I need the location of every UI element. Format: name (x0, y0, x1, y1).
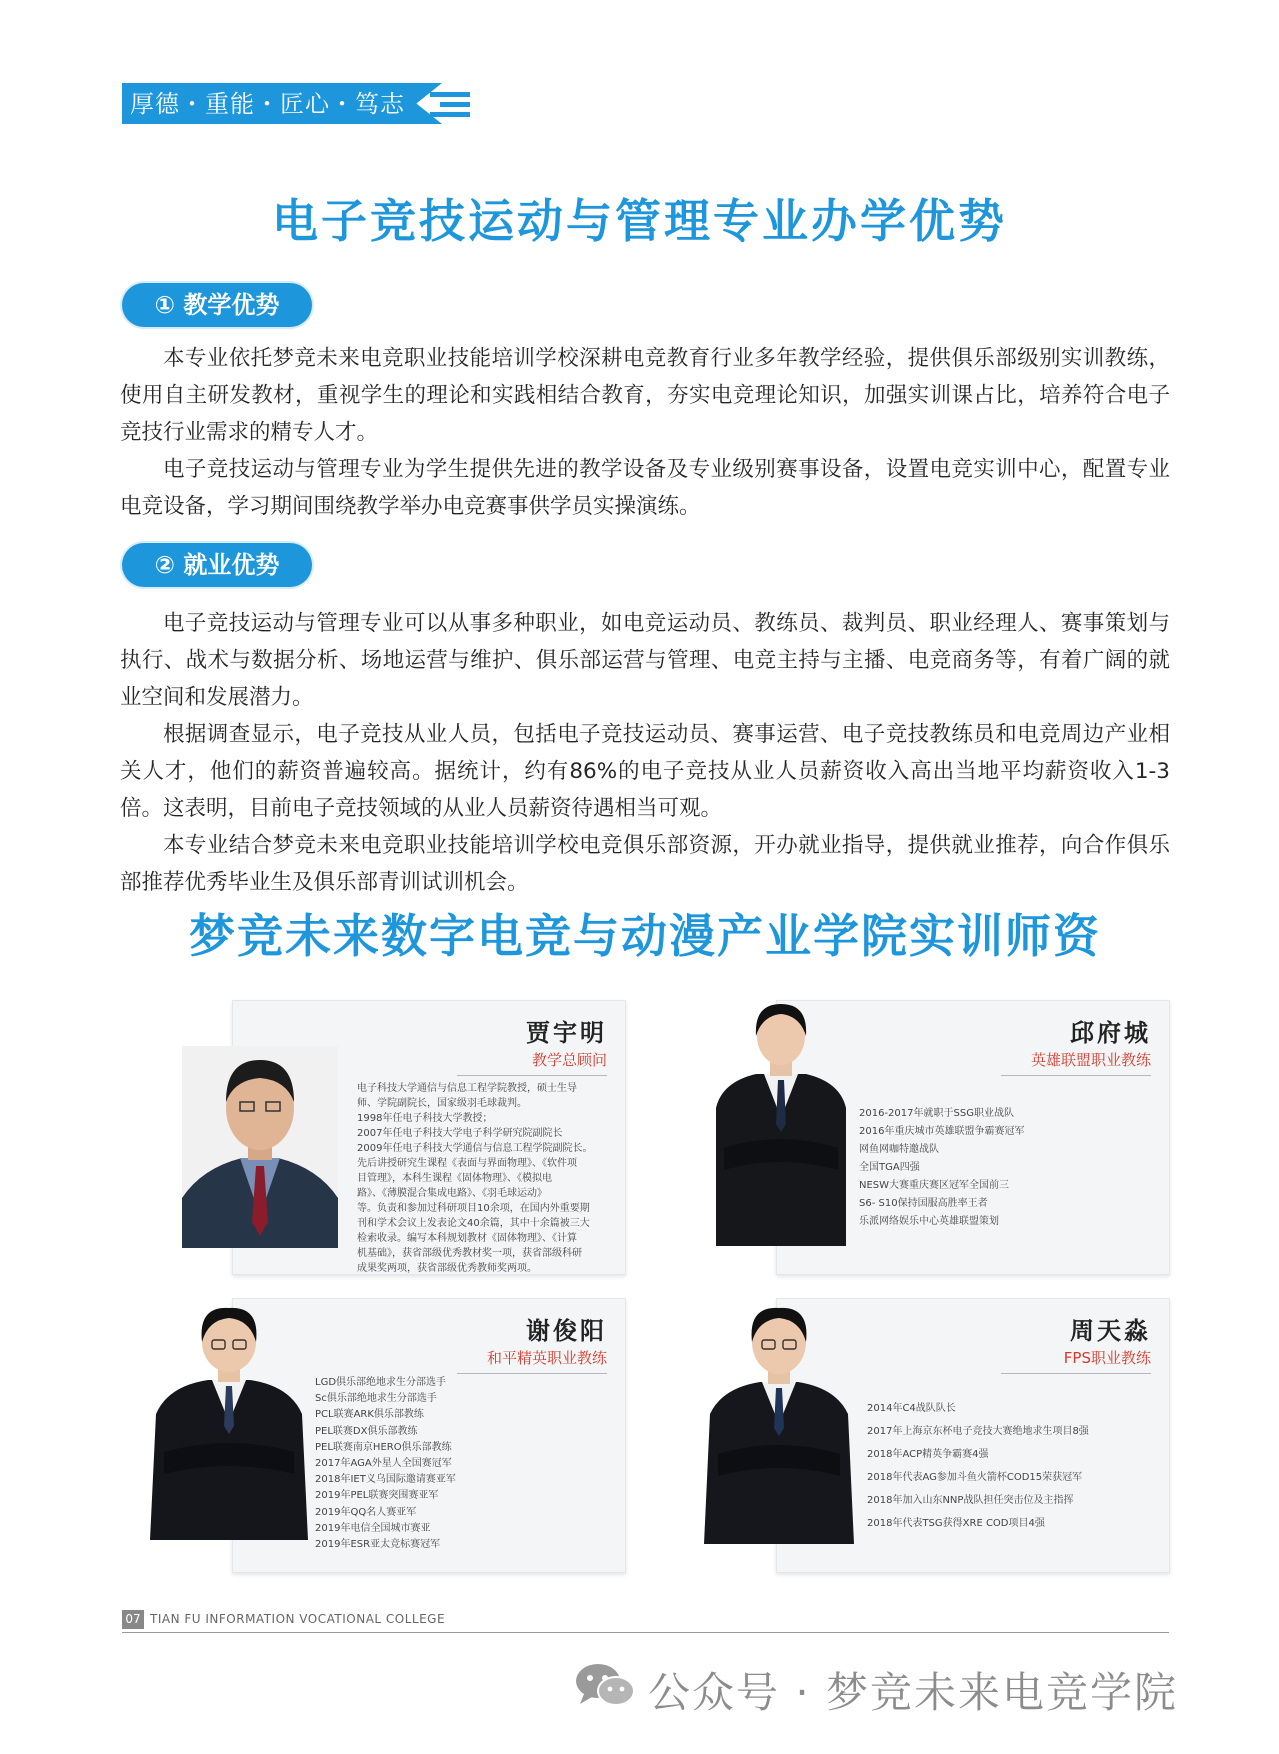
faculty-bio: 2014年C4战队队长 2017年上海京东杯电子竞技大赛绝地求生项目8强 2018年ACP精英争霸赛4强 2018年代表AG参加斗鱼火箭杯COD15荣获冠军 2018年加入山东NNP战队担任突击位及主指挥 2018年代表TSG获得XRE COD项目4强 (867, 1403, 1089, 1529)
faculty-bio: 电子科技大学通信与信息工程学院教授，硕士生导 师、学院副院长，国家级羽毛球裁判。 1998年任电子科技大学教授； 2007年任电子科技大学电子科学研究院副院长 2009年任电子科技大学通信与信息工程学院副院长。 先后讲授研究生课程《表面与界面物理》、《软件项 目管理》，本科生课程《固体物理》、《模拟电 路》、《薄膜混合集成电路》、《羽毛球运动》 等。负责和参加过科研项目10余项，在国内外重要期 刊和学术会议上发表论文40余篇，其中十余篇被三大 检索收录。编写本科规划教材《固体物理》、《计算 机基础》，获省部级优秀教材奖一项，获省部级科研 成果奖两项，获省部级优秀教师奖两项。 (357, 1083, 593, 1274)
paragraph: 本专业结合梦竞未来电竞职业技能培训学校电竞俱乐部资源，开办就业指导，提供就业推荐，向合作俱乐部推荐优秀毕业生及俱乐部青训试训机会。 (120, 833, 1170, 895)
faculty-photo (716, 998, 846, 1246)
page-title: 电子竞技运动与管理专业办学优势 (272, 194, 1007, 248)
faculty-name: 谢俊阳 (526, 1317, 607, 1345)
motto-stripes-decoration (430, 86, 470, 122)
divider (1001, 1373, 1151, 1374)
page-number: 07 (122, 1610, 144, 1629)
section-badge-employment: ② 就业优势 (122, 543, 312, 587)
faculty-bio: 2016-2017年就职于SSG职业战队 2016年重庆城市英雄联盟争霸赛冠军 网鱼网咖特邀战队 全国TGA四强 NESW大赛重庆赛区冠军全国前三 S6- S10保持国服高胜率王者 乐派网络娱乐中心英雄联盟策划 (859, 1108, 1025, 1227)
divider (457, 1075, 607, 1076)
footer-divider (122, 1632, 1169, 1633)
faculty-name: 周天淼 (1070, 1317, 1151, 1345)
faculty-name: 邱府城 (1070, 1019, 1151, 1047)
employment-advantage-text (120, 605, 1170, 901)
watermark-text: 公众号 · 梦竞未来电竞学院 (648, 1668, 1179, 1717)
paragraph: 电子竞技运动与管理专业可以从事多种职业，如电竞运动员、教练员、裁判员、职业经理人、赛事策划与执行、战术与数据分析、场地运营与维护、俱乐部运营与管理、电竞主持与主播、电竞商务等，有着广阔的就业空间和发展潜力。 (120, 611, 1170, 710)
wechat-icon (574, 1662, 636, 1708)
faculty-photo (182, 1046, 338, 1248)
motto-text: 厚德・重能・匠心・笃志 (130, 90, 405, 118)
faculty-role: 教学总顾问 (531, 1051, 607, 1069)
college-name: TIAN FU INFORMATION VOCATIONAL COLLEGE (150, 1612, 446, 1626)
divider (1001, 1075, 1151, 1076)
faculty-photo (150, 1304, 308, 1540)
faculty-role: FPS职业教练 (1063, 1349, 1151, 1367)
faculty-name: 贾宇明 (526, 1019, 607, 1047)
paragraph: 根据调查显示，电子竞技从业人员，包括电子竞技运动员、赛事运营、电子竞技教练员和电竞周边产业相关人才，他们的薪资普遍较高。据统计，约有86%的电子竞技从业人员薪资收入高出当地平均薪资收入1-3倍。这表明，目前电子竞技领域的从业人员薪资待遇相当可观。 (120, 722, 1170, 821)
divider (457, 1373, 607, 1374)
faculty-role: 英雄联盟职业教练 (1030, 1051, 1151, 1069)
paragraph: 本专业依托梦竞未来电竞职业技能培训学校深耕电竞教育行业多年教学经验，提供俱乐部级别实训教练，使用自主研发教材，重视学生的理论和实践相结合教育，夯实电竞理论知识，加强实训课占比，培养符合电子竞技行业需求的精专人才。 (120, 346, 1170, 445)
faculty-section-title: 梦竞未来数字电竞与动漫产业学院实训师资 (189, 909, 1101, 963)
section-badge-teaching: ① 教学优势 (122, 283, 312, 327)
faculty-photo (704, 1302, 854, 1544)
faculty-bio: LGD俱乐部绝地求生分部选手 Sc俱乐部绝地求生分部选手 PCL联赛ARK俱乐部教练 PEL联赛DX俱乐部教练 PEL联赛南京HERO俱乐部教练 2017年AGA外星人全国赛冠军 2018年IET义乌国际邀请赛亚军 2019年PEL联赛突围赛亚军 2019年QQ名人赛亚军 2019年电信全国城市赛亚 2019年ESR亚太竞标赛冠军 (315, 1377, 456, 1551)
teaching-advantage-text (120, 340, 1170, 525)
faculty-role: 和平精英职业教练 (486, 1349, 607, 1367)
paragraph: 电子竞技运动与管理专业为学生提供先进的教学设备及专业级别赛事设备，设置电竞实训中心，配置专业电竞设备，学习期间围绕教学举办电竞赛事供学员实操演练。 (120, 457, 1170, 519)
